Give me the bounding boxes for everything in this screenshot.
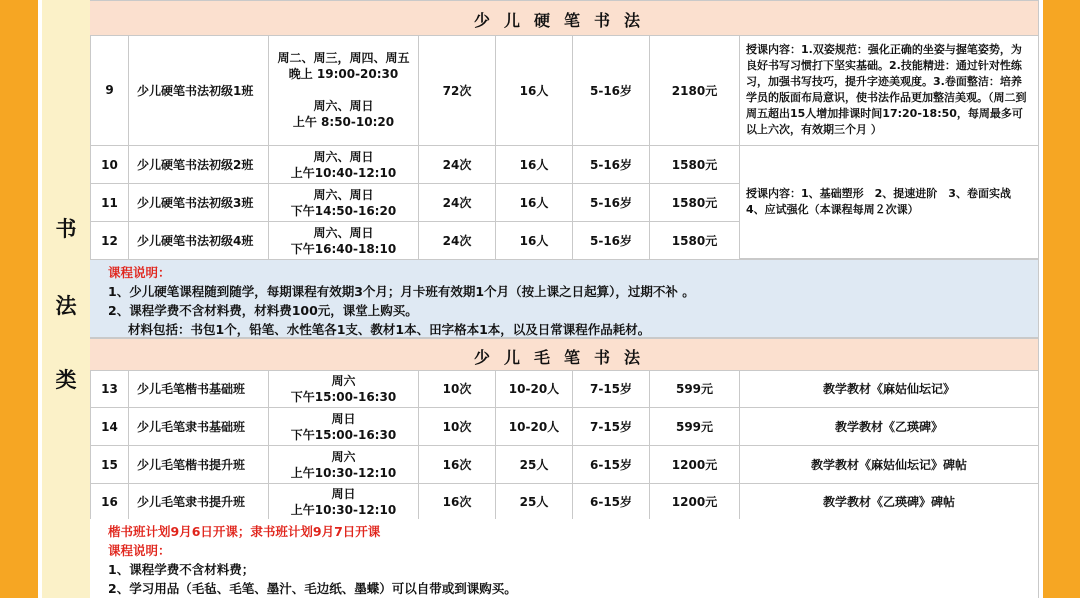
notes-heading: 课程说明： — [108, 265, 171, 280]
time-line: 周六、周日 — [313, 99, 374, 113]
tuition-fee: 1580元 — [649, 146, 739, 183]
row-number: 13 — [90, 370, 128, 407]
tuition-fee: 599元 — [649, 370, 739, 407]
class-time — [268, 484, 418, 519]
notes-line: 材料包括：书包1个，铅笔、水性笔各1支、教材1本、田字格本1本，以及日常课程作品耗材。 — [128, 322, 651, 337]
course-material: 教学教材《乙瑛碑》碑帖 — [739, 484, 1038, 519]
age-range: 7-15岁 — [572, 408, 649, 445]
time-line: 周六、周日 — [313, 149, 374, 164]
description-text: 授课内容：1.双姿规范：强化正确的坐姿与握笔姿势，为良好书写习惯打下坚实基础。2.技能精进：通过针对性练习，加强书写技巧，提升字迹美观度。3.卷面整洁：培养学员的版面布局意识，使书法作品更加整洁美观。（周二到周五超出15人增加排课时间17:20-18:50，每周最多可以上六次，有效期三个月 ） — [746, 43, 1027, 136]
description-text: 授课内容：1、基础塑形 2、提速进阶 3、卷面实战 4、应试强化（本课程每周２次课） — [746, 187, 1022, 216]
class-time — [268, 35, 418, 145]
tuition-fee: 1200元 — [649, 446, 739, 483]
class-size: 25人 — [495, 484, 572, 519]
notes-heading: 课程说明： — [108, 543, 171, 558]
brush-notes — [90, 519, 1038, 599]
category-char-1: 书 — [55, 217, 77, 241]
age-range: 7-15岁 — [572, 370, 649, 407]
lesson-count: 24次 — [418, 222, 495, 259]
time-line: 上午10:40-12:10 — [290, 165, 397, 180]
time-line: 周日 — [331, 411, 356, 426]
class-size: 10-20人 — [495, 370, 572, 407]
class-size: 16人 — [495, 35, 572, 145]
class-name: 少儿毛笔隶书基础班 — [128, 408, 268, 445]
time-line: 周六 — [331, 373, 356, 388]
course-description-merged — [739, 146, 1038, 259]
class-time — [268, 222, 418, 259]
class-size: 16人 — [495, 184, 572, 221]
course-table — [90, 0, 1039, 598]
row-number: 12 — [90, 222, 128, 259]
row-number: 15 — [90, 446, 128, 483]
class-name: 少儿毛笔隶书提升班 — [128, 484, 268, 519]
age-range: 5-16岁 — [572, 146, 649, 183]
hard-pen-notes — [90, 260, 1038, 338]
class-time — [268, 408, 418, 445]
lesson-count: 10次 — [418, 408, 495, 445]
notes-line: 2、学习用品（毛毡、毛笔、墨汁、毛边纸、墨蝶）可以自带或到课购买。 — [108, 581, 517, 596]
category-column — [42, 0, 91, 598]
time-line: 周日 — [331, 486, 356, 501]
age-range: 5-16岁 — [572, 35, 649, 145]
row-number: 16 — [90, 484, 128, 519]
table-row — [90, 370, 1038, 408]
section-header-brush — [90, 338, 1038, 371]
lesson-count: 24次 — [418, 184, 495, 221]
time-line: 晚上 19:00-20:30 — [288, 67, 399, 81]
notes-line: 2、课程学费不含材料费，材料费100元，课堂上购买。 — [108, 303, 418, 318]
course-material: 教学教材《乙瑛碑》 — [739, 408, 1038, 445]
class-time — [268, 446, 418, 483]
class-time — [268, 146, 418, 183]
section-title: 少儿毛笔书法 — [473, 348, 654, 367]
time-line: 周二、周三，周四、周五 — [277, 51, 410, 65]
row-number: 9 — [90, 35, 128, 145]
time-line: 下午15:00-16:30 — [290, 427, 397, 442]
age-range: 6-15岁 — [572, 446, 649, 483]
class-name: 少儿硬笔书法初级4班 — [128, 222, 268, 259]
notes-line: 1、少儿硬笔课程随到随学，每期课程有效期3个月；月卡班有效期1个月（按上课之日起算），过期不补 。 — [108, 284, 695, 299]
time-line: 上午10:30-12:10 — [290, 502, 397, 517]
class-name: 少儿毛笔楷书提升班 — [128, 446, 268, 483]
row-number: 14 — [90, 408, 128, 445]
section-header-hard-pen — [90, 0, 1038, 36]
row-number: 11 — [90, 184, 128, 221]
lesson-count: 24次 — [418, 146, 495, 183]
time-line: 下午15:00-16:30 — [290, 389, 397, 404]
category-char-3: 类 — [55, 368, 77, 392]
class-name: 少儿硬笔书法初级2班 — [128, 146, 268, 183]
lesson-count: 10次 — [418, 370, 495, 407]
category-char-2: 法 — [55, 294, 77, 318]
time-line: 下午14:50-16:20 — [290, 203, 397, 218]
age-range: 5-16岁 — [572, 222, 649, 259]
course-material: 教学教材《麻姑仙坛记》碑帖 — [739, 446, 1038, 483]
lesson-count: 16次 — [418, 446, 495, 483]
lesson-count: 72次 — [418, 35, 495, 145]
left-border — [0, 0, 38, 598]
table-row — [90, 35, 1038, 146]
class-time — [268, 184, 418, 221]
tuition-fee: 599元 — [649, 408, 739, 445]
course-material: 教学教材《麻姑仙坛记》 — [739, 370, 1038, 407]
class-size: 10-20人 — [495, 408, 572, 445]
tuition-fee: 1580元 — [649, 222, 739, 259]
class-name: 少儿毛笔楷书基础班 — [128, 370, 268, 407]
time-spacer — [277, 82, 409, 98]
age-range: 5-16岁 — [572, 184, 649, 221]
right-border — [1043, 0, 1080, 598]
row-number: 10 — [90, 146, 128, 183]
tuition-fee: 2180元 — [649, 35, 739, 145]
time-line: 周六 — [331, 449, 356, 464]
table-row — [90, 446, 1038, 484]
notes-line: 1、课程学费不含材料费； — [108, 562, 255, 577]
age-range: 6-15岁 — [572, 484, 649, 519]
time-line: 上午10:30-12:10 — [290, 465, 397, 480]
course-description — [739, 35, 1038, 145]
class-time — [268, 370, 418, 407]
time-line: 周六、周日 — [313, 187, 374, 202]
table-row — [90, 408, 1038, 446]
tuition-fee: 1200元 — [649, 484, 739, 519]
class-size: 16人 — [495, 146, 572, 183]
time-line: 下午16:40-18:10 — [290, 241, 397, 256]
time-line: 上午 8:50-10:20 — [292, 115, 395, 129]
start-dates: 楷书班计划9月6日开课；隶书班计划9月7日开课 — [108, 524, 381, 539]
table-row — [90, 484, 1038, 520]
class-name: 少儿硬笔书法初级1班 — [128, 35, 268, 145]
class-name: 少儿硬笔书法初级3班 — [128, 184, 268, 221]
tuition-fee: 1580元 — [649, 184, 739, 221]
lesson-count: 16次 — [418, 484, 495, 519]
time-line: 周六、周日 — [313, 225, 374, 240]
section-title: 少儿硬笔书法 — [473, 11, 654, 30]
class-size: 25人 — [495, 446, 572, 483]
class-size: 16人 — [495, 222, 572, 259]
